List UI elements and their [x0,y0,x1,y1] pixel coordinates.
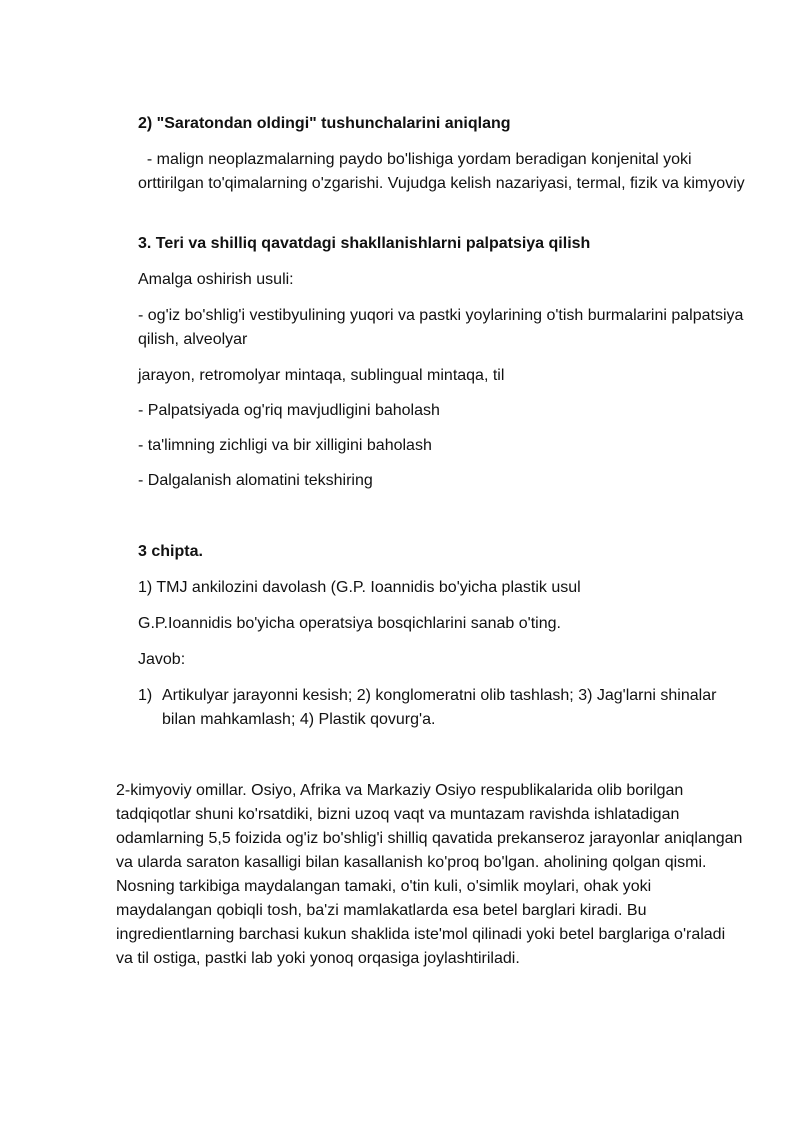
list-item-text: Artikulyar jarayonni kesish; 2) konglomeratni olib tashlash; 3) Jag'larni shinalar bilan mahkamlash; 4) Plastik qovurg'a. [162,687,717,728]
precancer-definition-paragraph: - malign neoplazmalarning paydo bo'lishiga yordam beradigan konjenital yoki orttirilgan to'qimalarning o'zgarishi. Vujudga kelish nazariyasi, termal, fizik va kimyoviy [138,151,745,192]
section-heading-palpation: 3. Teri va shilliq qavatdagi shakllanishlarni palpatsiya qilish [138,235,591,252]
fluctuation-check-line: - Dalgalanish alomatini tekshiring [138,472,373,489]
section-heading-precancer: 2) "Saratondan oldingi" tushunchalarini aniqlang [138,115,511,132]
answer-list-item [138,684,748,732]
operation-stages-line: G.P.Ioannidis bo'yicha operatsiya bosqichlarini sanab o'ting. [138,615,561,632]
ticket-heading: 3 chipta. [138,543,203,560]
method-label: Amalga oshirish usuli: [138,271,294,288]
answer-label: Javob: [138,651,186,668]
pain-assessment-line: - Palpatsiyada og'riq mavjudligini baholash [138,402,440,419]
chemical-factors-paragraph: 2-kimyoviy omillar. Osiyo, Afrika va Markaziy Osiyo respublikalarida olib borilgan tadqiqotlar shuni ko'rsatdiki, bizni uzoq vaqt va muntazam ravishda ishlatadigan odamlarning 5,5 foizida og'iz bo'shlig'i shilliq qavatida prekanseroz jarayonlar aniqlangan va ularda saraton kasalligi bilan kasallanish ko'proq bo'lgan. aholining qolgan qismi. Nosning tarkibiga maydalangan tamaki, o'tin kuli, o'simlik moylari, ohak yoki maydalangan qobiqli tosh, ba'zi mamlakatlarda esa betel barglari kiradi. Bu ingredientlarning barchasi kukun shaklida iste'mol qilinadi yoki betel barglariga o'raladi va til ostiga, pastki lab yoki yonoq orqasiga joylashtiriladi. [116,782,743,967]
density-assessment-line: - ta'limning zichligi va bir xilligini baholash [138,437,432,454]
palpation-regions-paragraph: jarayon, retromolyar mintaqa, sublingual mintaqa, til [138,367,505,384]
palpation-step-paragraph: - og'iz bo'shlig'i vestibyulining yuqori va pastki yoylarining o'tish burmalarini palpatsiya qilish, alveolyar [138,307,744,348]
list-number: 1) [138,687,153,704]
question-line: 1) TMJ ankilozini davolash (G.P. Ioannidis bo'yicha plastik usul [138,579,581,596]
